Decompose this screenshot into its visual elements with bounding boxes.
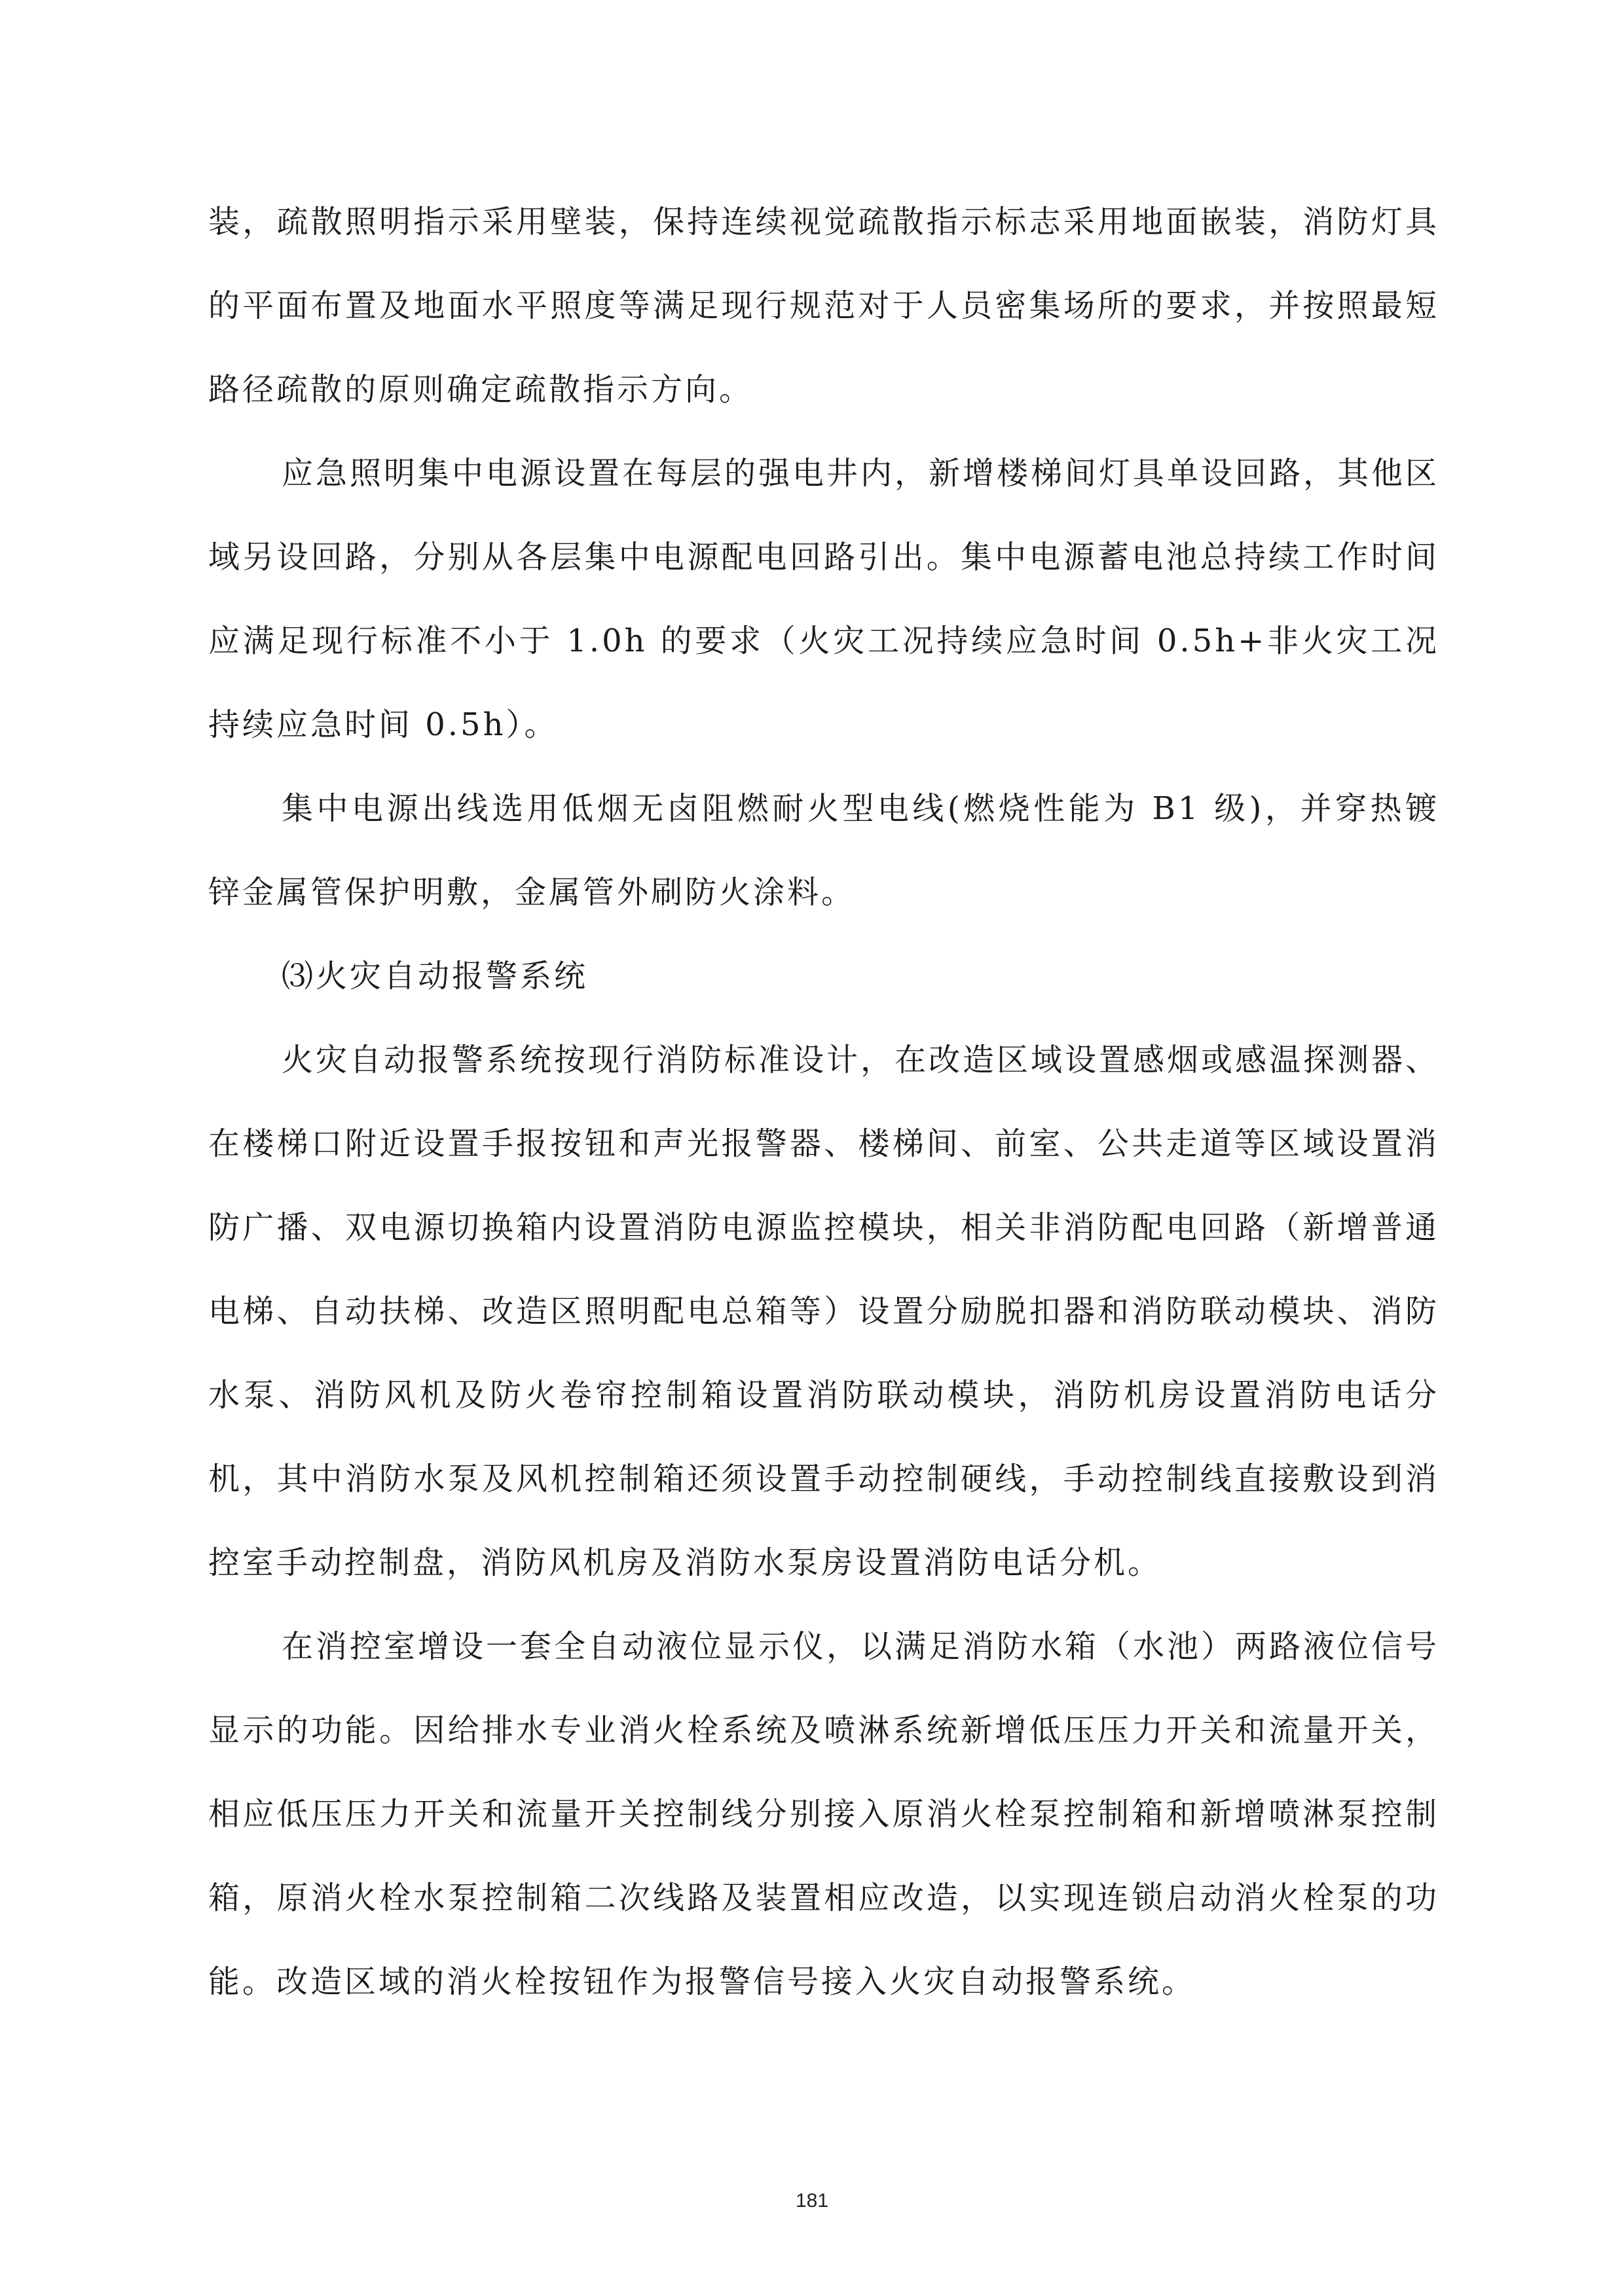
paragraph-power-wiring: 集中电源出线选用低烟无卤阻燃耐火型电线(燃烧性能为 B1 级)，并穿热镀锌金属管保护明敷，金属管外刷防火涂料。 <box>208 790 1439 911</box>
paragraph-evacuation-lighting: 装，疏散照明指示采用壁装，保持连续视觉疏散指示标志采用地面嵌装，消防灯具的平面布置及地面水平照度等满足现行规范对于人员密集场所的要求，并按照最短路径疏散的原则确定疏散指示方向。 <box>208 204 1439 408</box>
document-body <box>208 180 1439 2024</box>
paragraph-emergency-power: 应急照明集中电源设置在每层的强电井内，新增楼梯间灯具单设回路，其他区域另设回路，分别从各层集中电源配电回路引出。集中电源蓄电池总持续工作时间应满足现行标准不小于 1.0h 的要求（火灾工况持续应急时间 0.5h+非火灾工况持续应急时间 0.5h）。 <box>208 455 1440 743</box>
paragraph-fire-alarm-design: 火灾自动报警系统按现行消防标准设计，在改造区域设置感烟或感温探测器、在楼梯口附近设置手报按钮和声光报警器、楼梯间、前室、公共走道等区域设置消防广播、双电源切换箱内设置消防电源监控模块，相关非消防配电回路（新增普通电梯、自动扶梯、改造区照明配电总箱等）设置分励脱扣器和消防联动模块、消防水泵、消防风机及防火卷帘控制箱设置消防联动模块，消防机房设置消防电话分机，其中消防水泵及风机控制箱还须设置手动控制硬线，手动控制线直接敷设到消控室手动控制盘，消防风机房及消防水泵房设置消防电话分机。 <box>208 1042 1440 1581</box>
paragraph-level-display: 在消控室增设一套全自动液位显示仪，以满足消防水箱（水池）两路液位信号显示的功能。因给排水专业消火栓系统及喷淋系统新增低压压力开关和流量开关，相应低压压力开关和流量开关控制线分别接入原消火栓泵控制箱和新增喷淋泵控制箱，原消火栓水泵控制箱二次线路及装置相应改造，以实现连锁启动消火栓泵的功能。改造区域的消火栓按钮作为报警信号接入火灾自动报警系统。 <box>208 1628 1440 2000</box>
page-number: 181 <box>795 2190 829 2212</box>
section-heading-fire-alarm: ⑶火灾自动报警系统 <box>282 958 589 994</box>
